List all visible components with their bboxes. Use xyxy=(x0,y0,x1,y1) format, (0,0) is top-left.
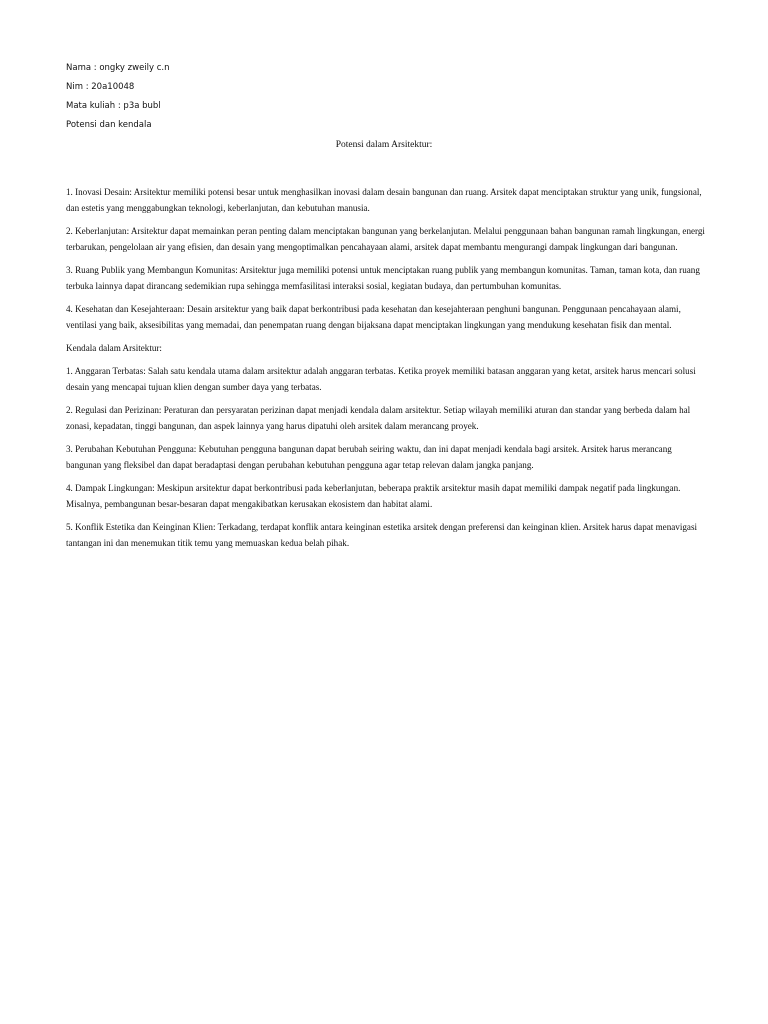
kendala-paragraph-4: 4. Dampak Lingkungan: Meskipun arsitektur dapat berkontribusi pada keberlanjutan, beberapa praktik arsitektur masih dapat memiliki dampak negatif pada lingkungan. Misalnya, pembangunan besar-besaran dapat mengakibatkan kerusakan ekosistem dan habitat alami. xyxy=(66,483,681,509)
potensi-paragraph-4: 4. Kesehatan dan Kesejahteraan: Desain arsitektur yang baik dapat berkontribusi pada kesehatan dan kesejahteraan penghuni bangunan. Penggunaan pencahayaan alami, ventilasi yang baik, aksesibilitas yang memadai, dan penempatan ruang dengan bijaksana dapat menciptakan lingkungan yang mendukung kesehatan fisik dan mental. xyxy=(66,304,681,330)
potensi-paragraph-1: 1. Inovasi Desain: Arsitektur memiliki potensi besar untuk menghasilkan inovasi dalam desain bangunan dan ruang. Arsitek dapat menciptakan struktur yang unik, fungsional, dan estetis yang menggabungkan teknologi, keberlanjutan, dan kebutuhan manusia. xyxy=(66,187,702,213)
kendala-paragraph-1: 1. Anggaran Terbatas: Salah satu kendala utama dalam arsitektur adalah anggaran terbatas. Ketika proyek memiliki batasan anggaran yang ketat, arsitek harus mencari solusi desain yang mencapai tujuan klien dengan sumber daya yang terbatas. xyxy=(66,366,696,392)
student-name: Nama : ongky zweily c.n xyxy=(66,63,170,73)
student-id: Nim : 20a10048 xyxy=(66,82,135,92)
topic-line: Potensi dan kendala xyxy=(66,120,152,130)
kendala-heading: Kendala dalam Arsitektur: xyxy=(66,343,162,353)
potensi-paragraph-3: 3. Ruang Publik yang Membangun Komunitas: Arsitektur juga memiliki potensi untuk menciptakan ruang publik yang membangun komunitas. Taman, taman kota, dan ruang terbuka lainnya dapat dirancang sedemikian rupa sehingga memfasilitasi interaksi sosial, kegiatan budaya, dan pertumbuhan komunitas. xyxy=(66,265,700,291)
kendala-paragraph-2: 2. Regulasi dan Perizinan: Peraturan dan persyaratan perizinan dapat menjadi kendala dalam arsitektur. Setiap wilayah memiliki aturan dan standar yang berbeda dalam hal zonasi, kepadatan, tinggi bangunan, dan aspek lainnya yang harus dipatuhi oleh arsitek dalam merancang proyek. xyxy=(66,405,691,431)
course-name: Mata kuliah : p3a bubl xyxy=(66,101,161,111)
kendala-paragraph-5: 5. Konflik Estetika dan Keinginan Klien: Terkadang, terdapat konflik antara keinginan estetika arsitek dengan preferensi dan keinginan klien. Arsitek harus dapat menavigasi tantangan ini dan menemukan titik temu yang memuaskan kedua belah pihak. xyxy=(66,522,698,548)
document-body xyxy=(66,184,706,558)
kendala-paragraph-3: 3. Perubahan Kebutuhan Pengguna: Kebutuhan pengguna bangunan dapat berubah seiring waktu, dan ini dapat menjadi kendala bagi arsitek. Arsitek harus merancang bangunan yang fleksibel dan dapat beradaptasi dengan perubahan kebutuhan pengguna agar tetap relevan dalam jangka panjang. xyxy=(66,444,672,470)
document-title: Potensi dalam Arsitektur: xyxy=(335,140,433,150)
potensi-paragraph-2: 2. Keberlanjutan: Arsitektur dapat memainkan peran penting dalam menciptakan bangunan yang berkelanjutan. Melalui penggunaan bahan bangunan ramah lingkungan, energi terbarukan, pengelolaan air yang efisien, dan desain yang mengoptimalkan pencahayaan alami, arsitek dapat membantu mengurangi dampak lingkungan dari bangunan. xyxy=(66,226,705,252)
